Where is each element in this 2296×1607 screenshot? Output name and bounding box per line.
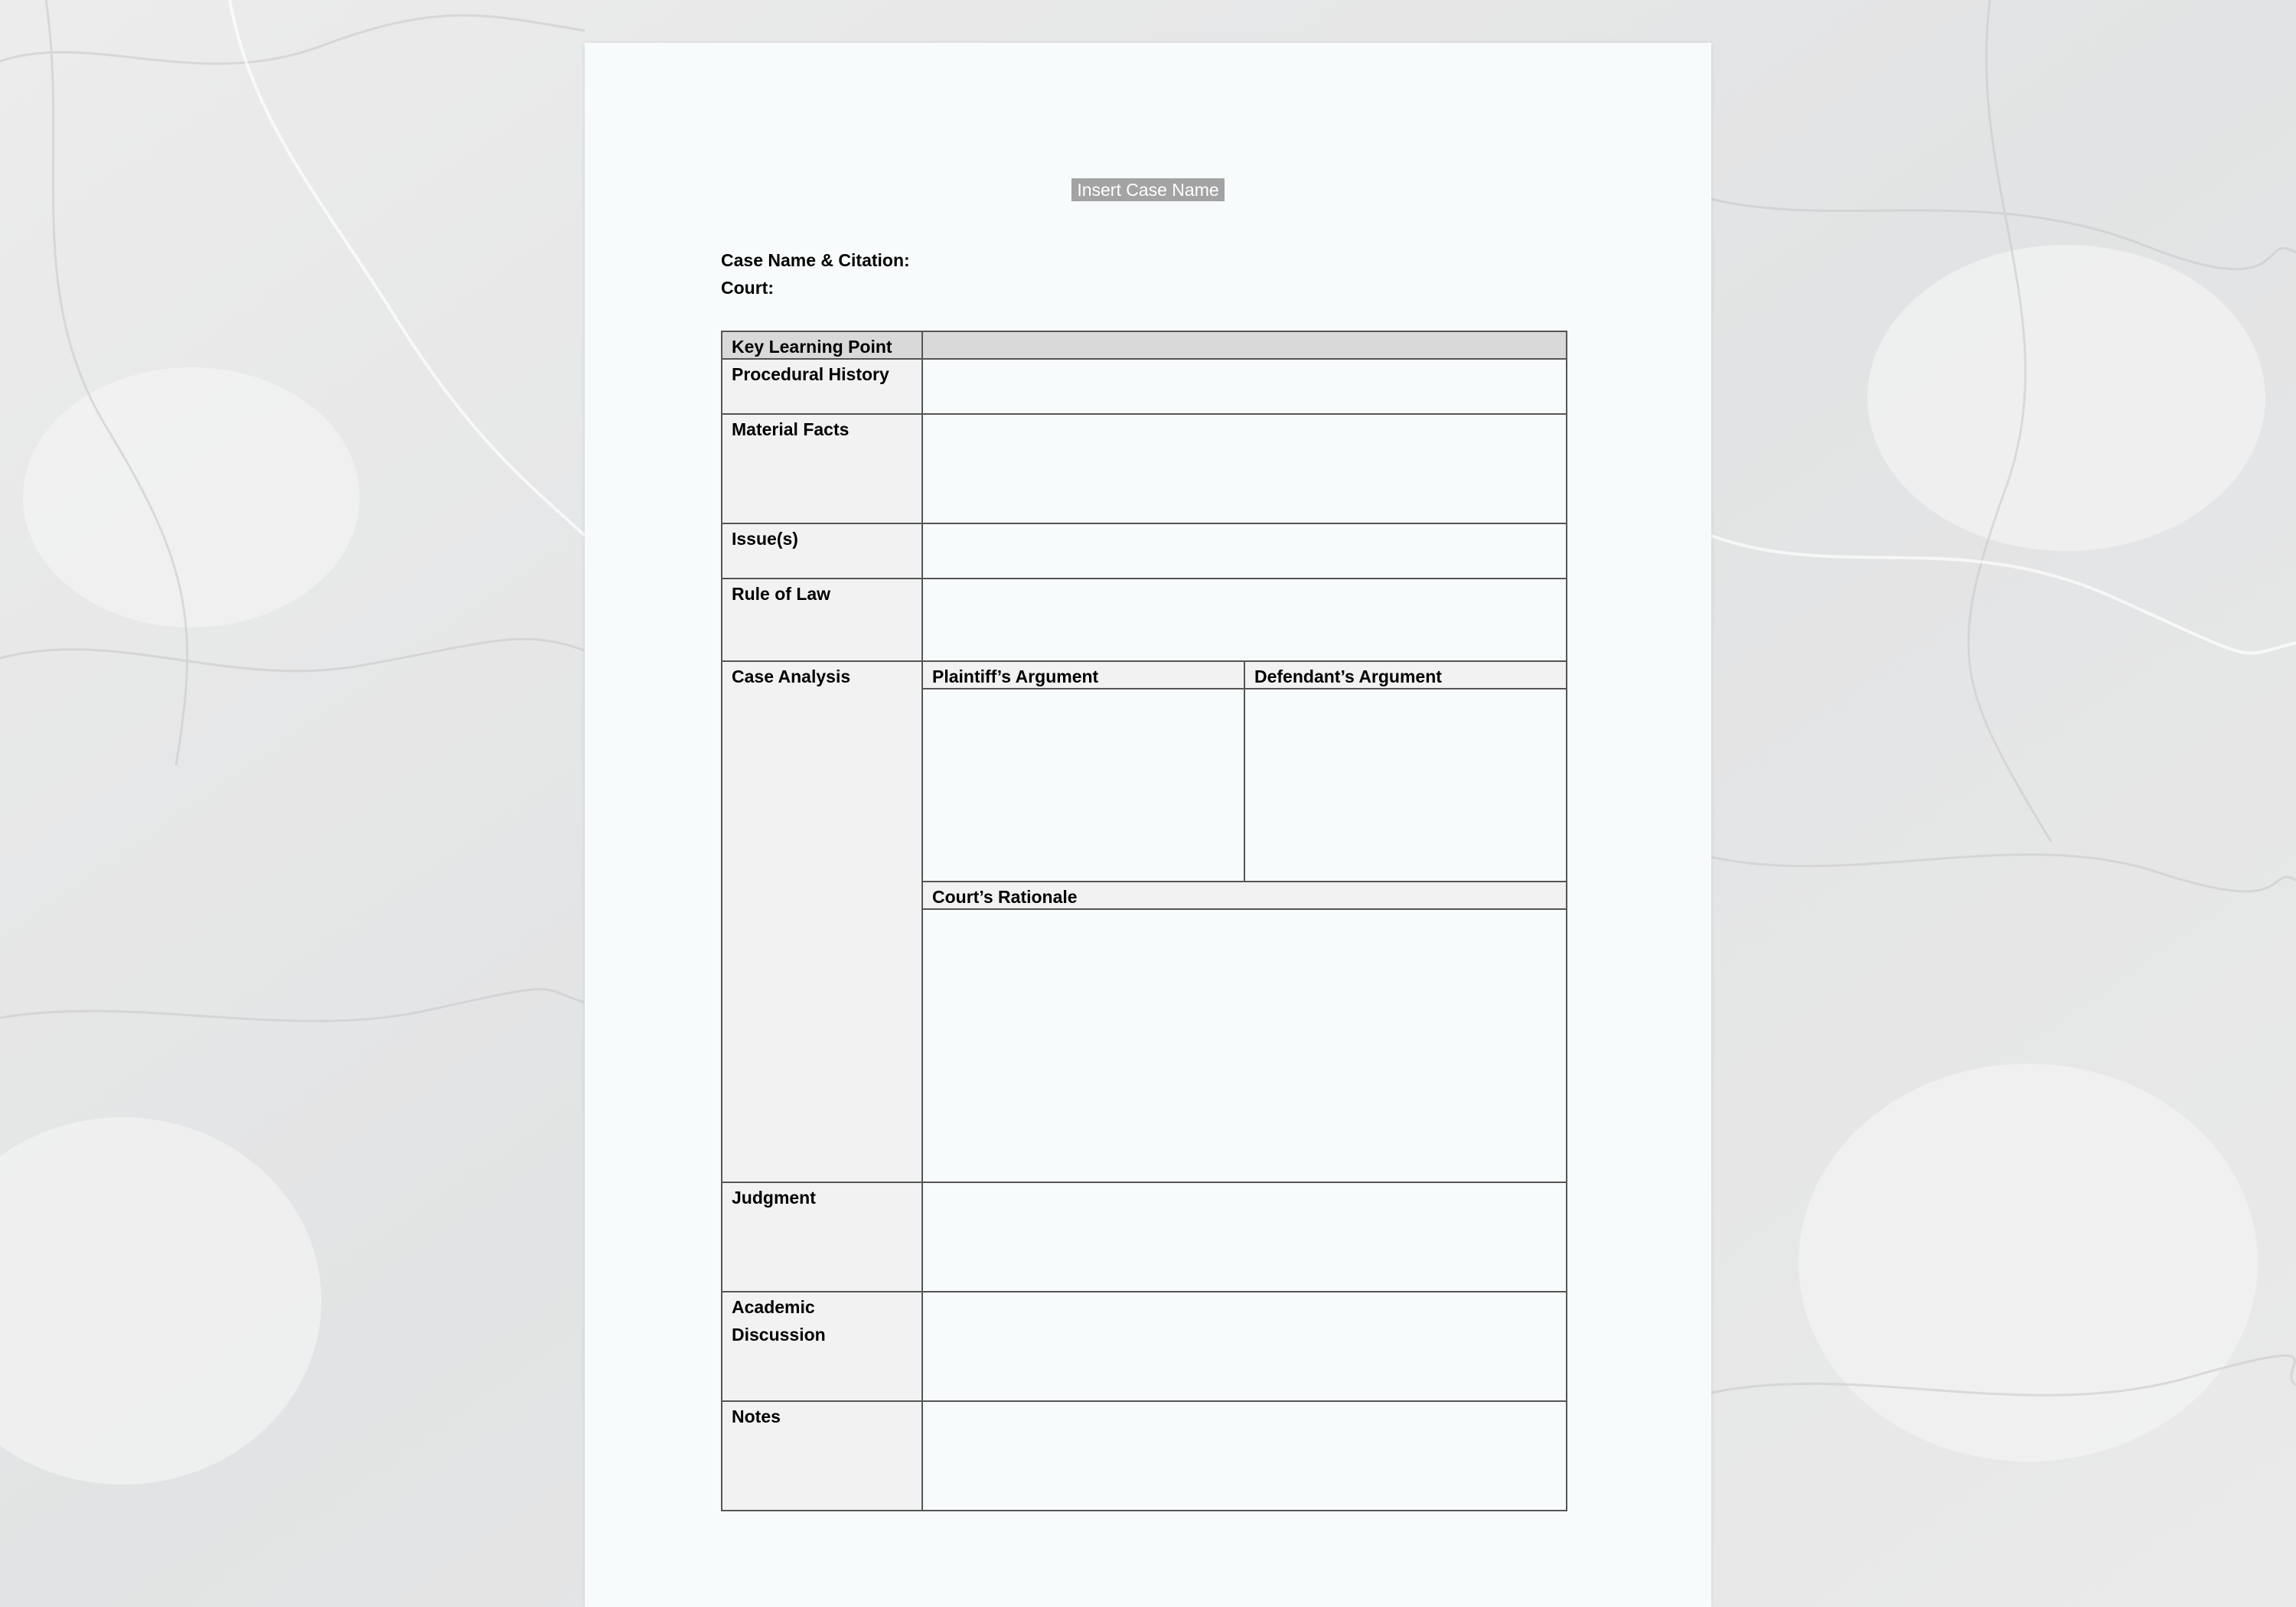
academic-discussion-label-line2: Discussion <box>732 1325 826 1345</box>
issues-label: Issue(s) <box>721 523 923 579</box>
academic-discussion-field[interactable] <box>921 1291 1567 1402</box>
academic-discussion-label <box>721 1291 923 1402</box>
case-name-citation-label: Case Name & Citation: <box>721 250 910 270</box>
court-label: Court: <box>721 278 774 298</box>
notes-label: Notes <box>721 1400 923 1511</box>
judgment-field[interactable] <box>921 1182 1567 1292</box>
courts-rationale-field[interactable] <box>921 908 1567 1183</box>
key-learning-point-field[interactable] <box>921 331 1567 360</box>
notes-field[interactable] <box>921 1400 1567 1511</box>
rule-of-law-field[interactable] <box>921 578 1567 662</box>
judgment-label: Judgment <box>721 1182 923 1292</box>
material-facts-field[interactable] <box>921 413 1567 524</box>
plaintiffs-argument-header: Plaintiff’s Argument <box>921 660 1245 689</box>
issues-field[interactable] <box>921 523 1567 579</box>
procedural-history-field[interactable] <box>921 358 1567 415</box>
case-analysis-label: Case Analysis <box>721 660 923 1183</box>
defendants-argument-field[interactable] <box>1244 688 1567 882</box>
procedural-history-label: Procedural History <box>721 358 923 415</box>
key-learning-point-label: Key Learning Point <box>721 331 923 360</box>
case-name-title[interactable]: Insert Case Name <box>1071 178 1225 201</box>
defendants-argument-header: Defendant’s Argument <box>1244 660 1567 689</box>
document-page <box>585 43 1711 1607</box>
courts-rationale-header: Court’s Rationale <box>921 881 1567 910</box>
plaintiffs-argument-field[interactable] <box>921 688 1245 882</box>
rule-of-law-label: Rule of Law <box>721 578 923 662</box>
material-facts-label: Material Facts <box>721 413 923 524</box>
academic-discussion-label-line1: Academic <box>732 1297 815 1317</box>
